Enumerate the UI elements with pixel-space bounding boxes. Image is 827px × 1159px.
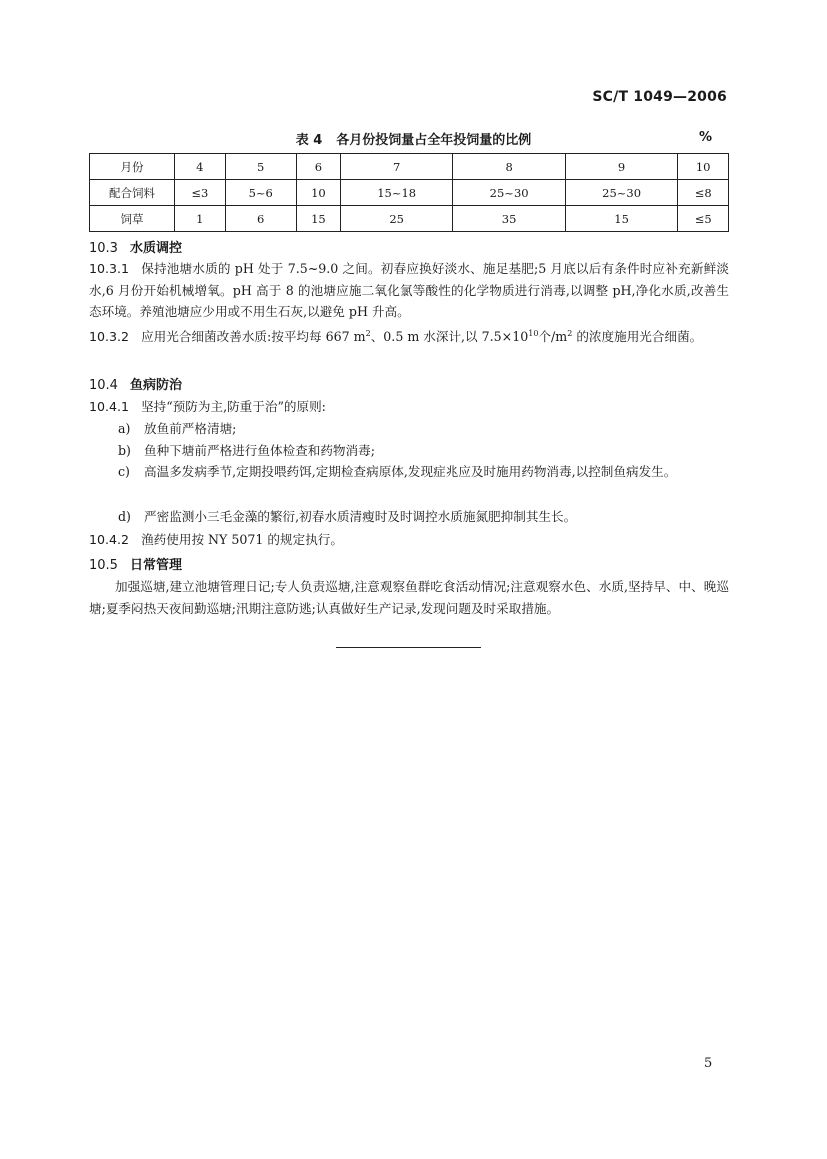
table-unit: % [699,130,713,145]
table-cell: ≤8 [678,180,729,206]
table-row [90,206,729,232]
superscript: 2 [365,328,371,338]
superscript: 2 [567,328,573,338]
table-row [90,180,729,206]
clause-text: 坚持“预防为主,防重于治”的原则: [141,399,326,414]
clause-10-4-1 [89,396,729,418]
clause-10-5-text: 加强巡塘,建立池塘管理日记;专人负责巡塘,注意观察鱼群吃食活动情况;注意观察水色、水质,坚持早、中、晚巡塘;夏季闷热天夜间勤巡塘;汛期注意防逃;认真做好生产记录,发现问题及时采取措施。 [89,579,729,616]
section-title: 鱼病防治 [129,378,182,393]
list-item [118,440,729,462]
table-cell: 8 [453,154,565,180]
list-marker: b) [118,443,131,458]
end-rule [336,647,481,648]
clause-text: 保持池塘水质的 pH 处于 7.5~9.0 之间。初春应换好淡水、施足基肥;5 月底以后有条件时应补充新鲜淡水,6 月份开始机械增氧。pH 高于 8 的池塘应施二氧化氯等酸性的化学物质进行消毒,以调整 pH,净化水质,改善生态环境。养殖池塘应少用或不用生石灰,以避免 pH 升高。 [89,261,729,319]
list-item [118,506,729,528]
row-header: 饲草 [90,206,175,232]
table-cell: 25 [340,206,452,232]
table-cell: 9 [565,154,677,180]
row-header: 月份 [90,154,175,180]
list-marker: d) [118,509,131,524]
clause-text: 、0.5 m 水深计,以 7.5×10 [370,329,529,344]
clause-number: 10.4.1 [89,399,130,414]
table-cell: ≤5 [678,206,729,232]
list-marker: a) [118,421,131,436]
table-cell: 15~18 [340,180,452,206]
clause-text: 应用光合细菌改善水质:按平均每 667 m [141,329,366,344]
table-cell: ≤3 [175,180,226,206]
clause-10-4-2 [89,529,729,551]
table-row [90,154,729,180]
table-cell: 25~30 [453,180,565,206]
list-item-text: 严密监测小三毛金藻的繁衍,初春水质清瘦时及时调控水质施氮肥抑制其生长。 [144,509,577,524]
list-item-text: 放鱼前严格清塘; [144,421,237,436]
table-cell: 5~6 [225,180,296,206]
list-item-text: 鱼种下塘前严格进行鱼体检查和药物消毒; [144,443,375,458]
clause-number: 10.3.2 [89,329,130,344]
table-caption-title: 各月份投饲量占全年投饲量的比例 [336,133,532,148]
feeding-ratio-table [89,153,729,232]
section-title: 日常管理 [129,558,182,573]
table-cell: 15 [296,206,340,232]
clause-text: 个/m [538,329,568,344]
clause-number: 10.3.1 [89,261,130,276]
list-item [118,418,729,440]
clause-number: 10.4.2 [89,532,130,547]
table-cell: 6 [296,154,340,180]
standard-code: SC/T 1049—2006 [592,89,727,105]
section-number: 10.5 [89,558,118,573]
table-caption-number: 表 4 [295,133,323,148]
section-heading-10-3 [89,237,182,256]
table-cell: 25~30 [565,180,677,206]
table-cell: 6 [225,206,296,232]
superscript: 10 [528,328,539,338]
row-header: 配合饲料 [90,180,175,206]
list-item [118,461,729,483]
table-cell: 15 [565,206,677,232]
table-cell: 10 [678,154,729,180]
table-cell: 1 [175,206,226,232]
list-item-text: 高温多发病季节,定期投喂药饵,定期检查病原体,发现症兆应及时施用药物消毒,以控制鱼病发生。 [144,464,677,479]
table-cell: 7 [340,154,452,180]
section-title: 水质调控 [129,241,182,256]
page-number: 5 [704,1056,713,1071]
section-number: 10.4 [89,378,118,393]
clause-10-3-2 [89,326,729,348]
list-marker: c) [118,464,130,479]
clause-10-3-1 [89,258,729,323]
clause-text: 渔药使用按 NY 5071 的规定执行。 [141,532,343,547]
table-cell: 5 [225,154,296,180]
section-heading-10-4 [89,374,182,393]
table-cell: 35 [453,206,565,232]
table-cell: 10 [296,180,340,206]
table-cell: 4 [175,154,226,180]
section-heading-10-5 [89,554,182,573]
section-number: 10.3 [89,241,118,256]
clause-text: 的浓度施用光合细菌。 [572,329,703,344]
